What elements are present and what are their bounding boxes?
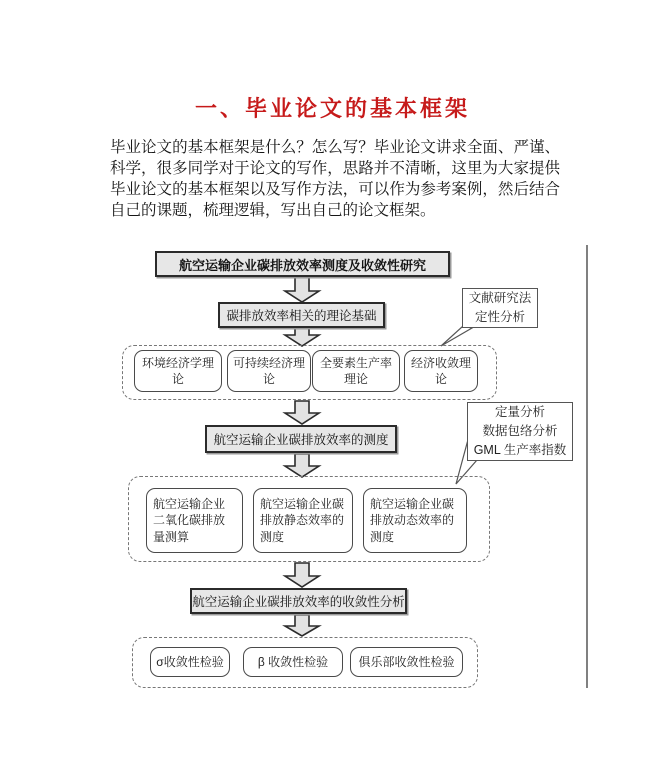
test-box: β 收敛性检验 bbox=[243, 647, 343, 677]
callout-line: GML 生产率指数 bbox=[473, 442, 567, 457]
measure-header-box: 航空运输企业碳排放效率的测度 bbox=[205, 425, 397, 453]
down-arrow-icon bbox=[285, 563, 319, 587]
measure-box: 航空运输企业碳排放动态效率的测度 bbox=[363, 488, 467, 553]
down-arrow-icon bbox=[285, 277, 319, 302]
thesis-framework-flowchart bbox=[0, 240, 665, 710]
theory-box: 可持续经济理论 bbox=[227, 350, 311, 392]
down-arrow-icon bbox=[285, 328, 319, 346]
test-box: σ收敛性检验 bbox=[150, 647, 230, 677]
quantitative-method-callout bbox=[467, 402, 573, 461]
measure-box: 航空运输企业二氧化碳排放量测算 bbox=[146, 488, 243, 553]
flowchart-root-box: 航空运输企业碳排放效率测度及收敛性研究 bbox=[155, 251, 450, 277]
intro-paragraph: 毕业论文的基本框架是什么？怎么写？毕业论文讲求全面、严谨、科学，很多同学对于论文的写作，思路并不清晰，这里为大家提供毕业论文的基本框架以及写作方法，可以作为参考案例，然后结合自己的课题，梳理逻辑，写出自己的论文框架。 bbox=[110, 139, 560, 219]
callout-line: 定性分析 bbox=[474, 310, 525, 324]
theory-box: 全要素生产率理论 bbox=[312, 350, 400, 392]
theory-box: 环境经济学理论 bbox=[134, 350, 222, 392]
theory-box: 经济收敛理论 bbox=[404, 350, 478, 392]
down-arrow-icon bbox=[285, 401, 319, 424]
callout-pointer bbox=[441, 326, 472, 346]
callout-line: 数据包络分析 bbox=[482, 424, 558, 439]
convergence-header-box: 航空运输企业碳排放效率的收敛性分析 bbox=[190, 588, 407, 614]
down-arrow-icon bbox=[285, 615, 319, 636]
theory-header-box: 碳排放效率相关的理论基础 bbox=[218, 302, 385, 328]
measure-box: 航空运输企业碳排放静态效率的测度 bbox=[253, 488, 353, 553]
down-arrow-icon bbox=[285, 454, 319, 477]
callout-line: 文献研究法 bbox=[468, 291, 532, 306]
callout-line: 定量分析 bbox=[494, 405, 545, 420]
qualitative-method-callout bbox=[462, 288, 538, 328]
page-title: 一、毕业论文的基本框架 bbox=[194, 96, 470, 121]
test-box: 俱乐部收敛性检验 bbox=[350, 647, 463, 677]
